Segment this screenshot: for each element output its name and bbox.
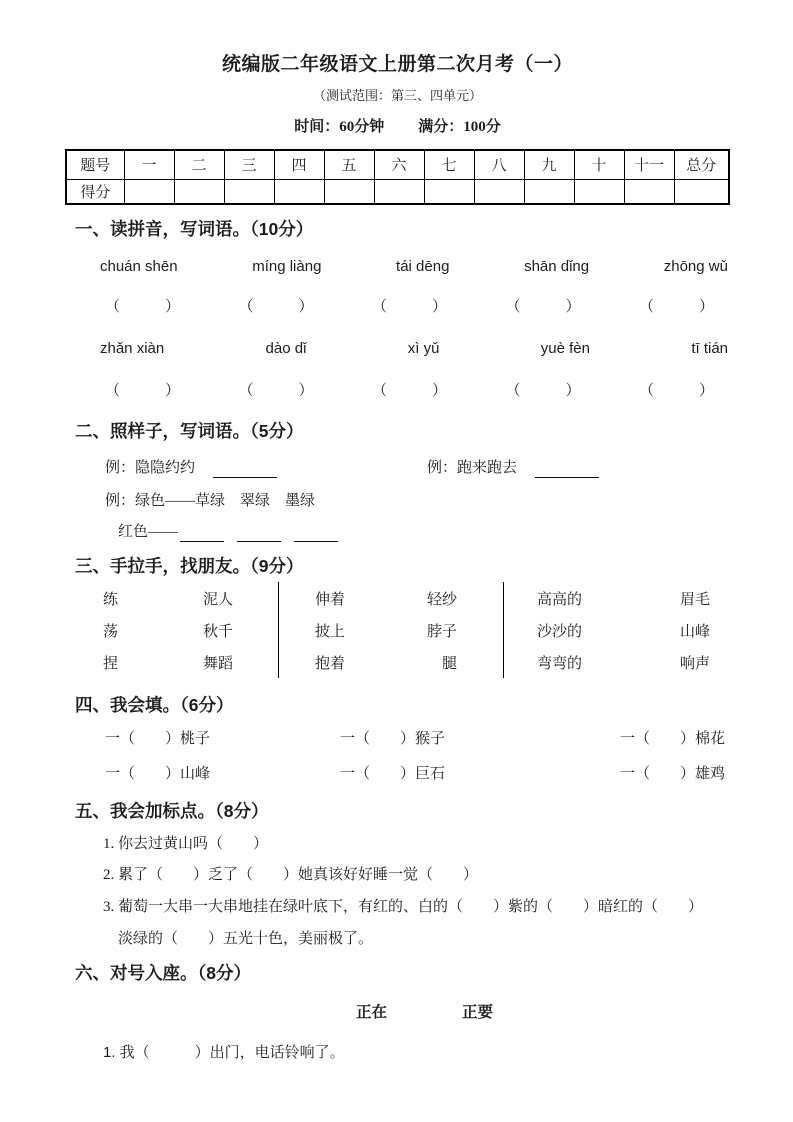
match-word-left: 伸着: [315, 591, 346, 608]
score-cell: [574, 179, 624, 204]
fill-item: 一（ ）棉花: [620, 731, 726, 747]
answer-line: [180, 528, 224, 542]
answer-blank: （ ）: [505, 299, 581, 315]
match-row: [103, 614, 233, 646]
score-table-col: 五: [324, 150, 374, 179]
answer-blank: （ ）: [105, 299, 181, 315]
answer-blank: （ ）: [638, 299, 714, 315]
pinyin-word: tī tián: [691, 340, 728, 357]
pinyin-word: zhōng wǔ: [663, 258, 728, 275]
score-cell: [374, 179, 424, 204]
match-group-2: [278, 582, 503, 678]
pinyin-row-2: [65, 340, 730, 358]
match-row: [537, 646, 710, 678]
score-table-col: 十一: [624, 150, 674, 179]
match-word-left: 弯弯的: [537, 655, 583, 672]
answer-line: [237, 528, 281, 542]
fill-item: 一（ ）山峰: [105, 766, 211, 782]
exam-meta-line: [65, 117, 730, 137]
score-table-col: 九: [524, 150, 574, 179]
score-cell: [474, 179, 524, 204]
example-row-1: [65, 458, 730, 478]
match-word-right: 响声: [679, 655, 710, 672]
punctuation-item-3-continued: 淡绿的（ ）五光十色，美丽极了。: [118, 931, 374, 947]
match-group-1: [65, 582, 278, 678]
score-table-col: 六: [374, 150, 424, 179]
match-group-3: [503, 582, 730, 678]
fill-item: 一（ ）桃子: [105, 731, 211, 747]
pinyin-word: zhǎn xiàn: [100, 340, 165, 357]
exam-scope: （测试范围：第三、四单元）: [312, 88, 482, 103]
score-table-col: 二: [174, 150, 224, 179]
full-score: 满分：100分: [418, 119, 501, 135]
example-label: 例：隐隐约约: [105, 460, 196, 476]
fill-item: 一（ ）雄鸡: [620, 766, 726, 782]
match-word-left: 练: [103, 591, 119, 608]
answer-blank: （ ）: [638, 383, 714, 399]
answer-blank: （ ）: [371, 299, 447, 315]
score-row-label: 得分: [66, 179, 124, 204]
answer-paren-row-1: [65, 298, 730, 316]
exam-title: 统编版二年级语文上册第二次月考（一）: [221, 54, 573, 75]
score-cell: [524, 179, 574, 204]
section-6-heading: 六、对号入座。（8分）: [75, 963, 251, 983]
score-table-col: 四: [274, 150, 324, 179]
match-word-left: 高高的: [537, 591, 583, 608]
score-table-col: 十: [574, 150, 624, 179]
answer-paren-row-2: [65, 382, 730, 400]
answer-line: [535, 464, 599, 478]
word-bank: [92, 1004, 757, 1022]
score-table-col: 八: [474, 150, 524, 179]
answer-line: [294, 528, 338, 542]
punctuation-item-3: 3. 葡萄一大串一大串地挂在绿叶底下，有红的、白的（ ）紫的（ ）暗红的（ ）: [103, 899, 704, 915]
score-cell: [174, 179, 224, 204]
time-limit: 时间：60分钟: [294, 119, 385, 135]
match-word-left: 披上: [315, 623, 346, 640]
match-row: [315, 614, 457, 646]
section-2-heading: 二、照样子，写词语。（5分）: [75, 421, 304, 441]
answer-blank: （ ）: [105, 383, 181, 399]
match-word-left: 捏: [103, 655, 119, 672]
match-word-right: 舞蹈: [202, 655, 233, 672]
match-word-left: 抱着: [315, 655, 346, 672]
section-1-heading: 一、读拼音，写词语。（10分）: [75, 219, 314, 239]
match-word-right: 山峰: [679, 623, 710, 640]
match-word-right: 轻纱: [426, 591, 457, 608]
pinyin-word: chuán shēn: [100, 258, 178, 275]
match-row: [315, 582, 457, 614]
fill-item: 一（ ）猴子: [340, 731, 446, 747]
score-cell: [624, 179, 674, 204]
score-cell: [224, 179, 274, 204]
punctuation-item-2: 2. 累了（ ）乏了（ ）她真该好好睡一觉（ ）: [103, 867, 479, 883]
score-cell: [674, 179, 729, 204]
score-cell: [424, 179, 474, 204]
answer-blank: （ ）: [238, 299, 314, 315]
fill-item: 一（ ）巨石: [340, 766, 446, 782]
score-table-col: 七: [424, 150, 474, 179]
score-table-col: 一: [124, 150, 174, 179]
match-row: [103, 582, 233, 614]
pinyin-word: míng liàng: [252, 258, 322, 275]
answer-line: [213, 464, 277, 478]
score-table-col-total: 总分: [674, 150, 729, 179]
pinyin-word: shān dǐng: [524, 258, 590, 275]
score-cell: [274, 179, 324, 204]
fill-row-1: [65, 730, 730, 748]
match-row: [315, 646, 457, 678]
sentence-item-1: 1. 我（ ）出门，电话铃响了。: [103, 1044, 345, 1061]
example-label: 例：跑来跑去: [427, 460, 518, 476]
word-bank-word: 正要: [462, 1004, 494, 1021]
section-4-heading: 四、我会填。（6分）: [75, 695, 234, 715]
word-bank-word: 正在: [355, 1004, 387, 1021]
match-word-right: 泥人: [202, 591, 233, 608]
fill-row-2: [65, 765, 730, 783]
answer-blank: （ ）: [238, 383, 314, 399]
example-row-2: 例：绿色——草绿 翠绿 墨绿: [105, 493, 316, 509]
pinyin-word: xì yǔ: [407, 340, 440, 357]
pinyin-word: tái dēng: [396, 258, 450, 275]
red-label: 红色——: [118, 524, 179, 540]
score-table-header-row: [66, 150, 729, 179]
match-row: [537, 582, 710, 614]
match-word-left: 荡: [103, 623, 119, 640]
score-table-corner-label: 题号: [66, 150, 124, 179]
red-color-row: [65, 522, 730, 542]
pinyin-word: dào dǐ: [265, 340, 307, 357]
match-word-right: 腿: [441, 655, 457, 672]
matching-exercise: [65, 582, 730, 678]
pinyin-row-1: [65, 258, 730, 276]
score-cell: [324, 179, 374, 204]
punctuation-item-1: 1. 你去过黄山吗（ ）: [103, 836, 269, 852]
match-word-right: 秋千: [202, 623, 233, 640]
match-word-right: 眉毛: [679, 591, 710, 608]
match-row: [103, 646, 233, 678]
section-5-heading: 五、我会加标点。（8分）: [75, 801, 269, 821]
section-3-heading: 三、手拉手，找朋友。（9分）: [75, 556, 304, 576]
match-row: [537, 614, 710, 646]
score-table-score-row: [66, 179, 729, 204]
answer-blank: （ ）: [371, 383, 447, 399]
score-cell: [124, 179, 174, 204]
score-table: [65, 149, 730, 205]
match-word-right: 脖子: [426, 623, 457, 640]
answer-blank: （ ）: [505, 383, 581, 399]
match-word-left: 沙沙的: [537, 623, 583, 640]
pinyin-word: yuè fèn: [540, 340, 590, 357]
score-table-col: 三: [224, 150, 274, 179]
